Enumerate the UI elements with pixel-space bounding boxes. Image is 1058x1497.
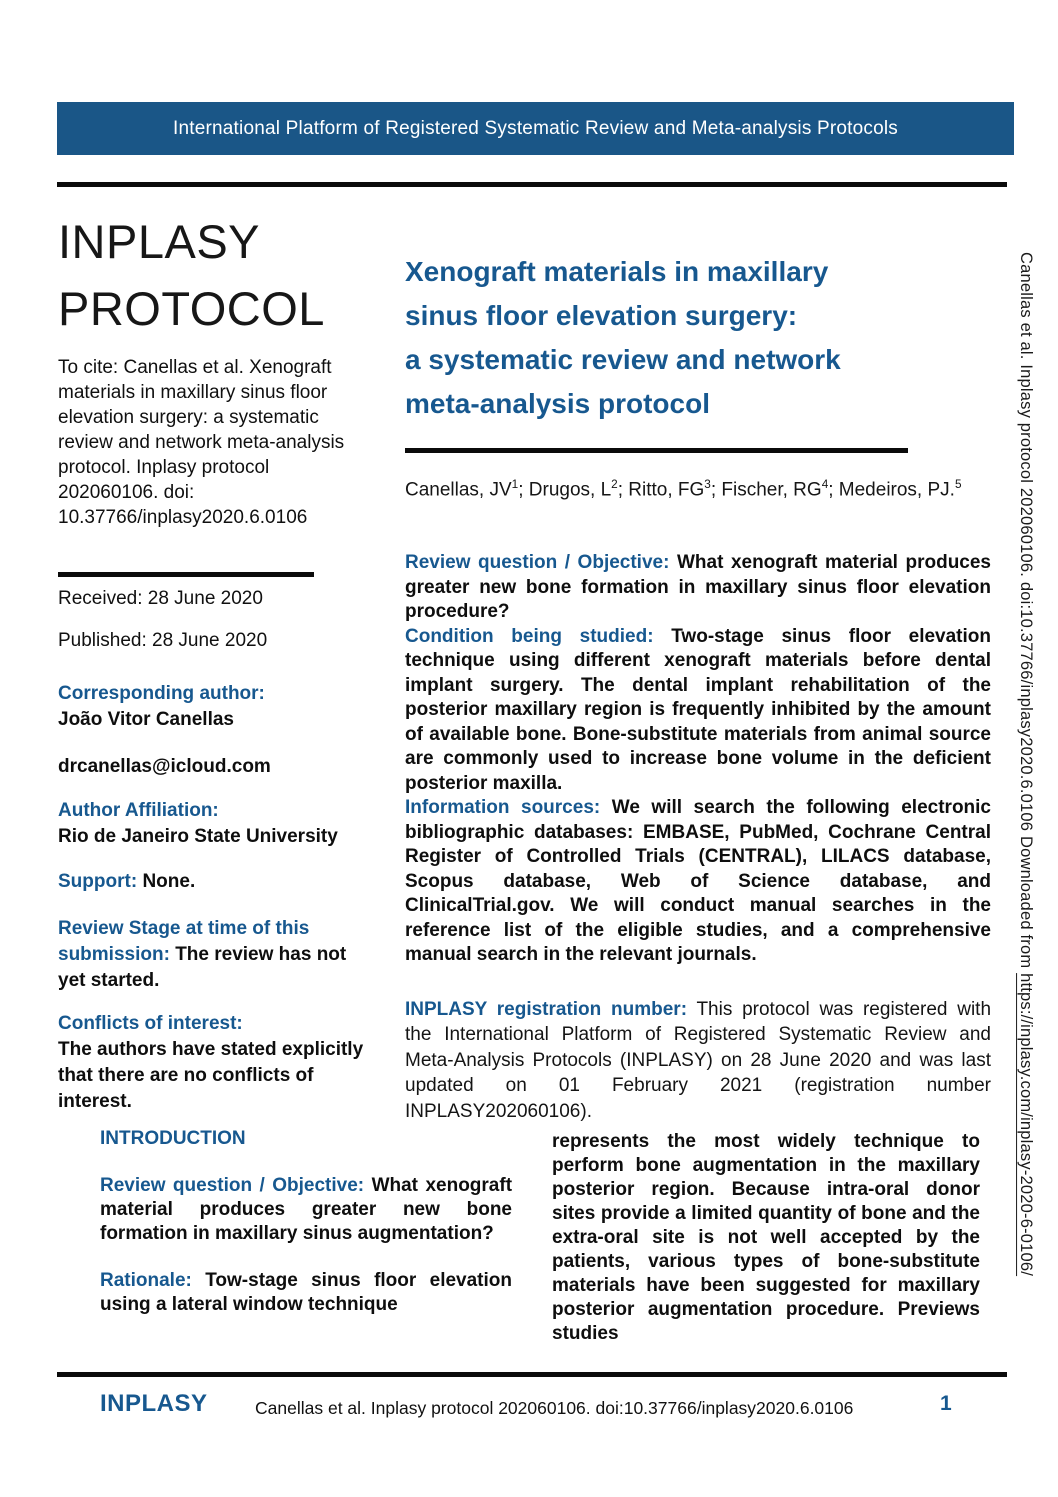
section-review-question-label: Review question / Objective:: [405, 552, 670, 574]
author-1-affil-mark: 1: [511, 478, 519, 491]
affiliation-label: Author Affiliation:: [58, 800, 219, 821]
author-2: ; Drugos, L: [518, 479, 612, 501]
registration-text: This protocol was registered with the International Platform of Registered Systematic Review and Meta-Analysis Protocols (INPLASY) on 28 June 2020 and was last updated on 01 February 2021 (registration number INPLASY202060106).: [405, 998, 992, 1122]
intro-review-question-text: What xenograft material produces greater new bone formation in maxillary sinus augmentation?: [100, 1175, 513, 1244]
intro-rationale-text: Tow-stage sinus floor elevation using a lateral window technique: [100, 1270, 512, 1315]
masthead-line2: PROTOCOL: [58, 282, 325, 335]
section-condition-studied: [405, 625, 991, 797]
abstract-block: [405, 551, 991, 968]
intro-review-question: [100, 1174, 512, 1246]
author-2-affil-mark: 2: [611, 478, 618, 491]
section-information-sources-text: We will search the following electronic bibliographic databases: EMBASE, PubMed, Cochrane Central Register of Controlled Trials (CENTRAL), LILACS database, Scopus database, Web of Science database, and ClinicalTrial.gov. We will conduct manual searches in the reference list of the eligible studies, and a comprehensive manual search in the relevant journals.: [405, 797, 992, 966]
introduction-heading: INTRODUCTION: [100, 1128, 246, 1149]
title-divider: [405, 448, 908, 453]
registration-label: INPLASY registration number:: [405, 998, 688, 1020]
article-title-line4: meta-analysis protocol: [405, 388, 710, 419]
citation-note: To cite: Canellas et al. Xenograft materials in maxillary sinus floor elevation surgery: a systematic review and network meta-analysis protocol. Inplasy protocol 202060106. doi: 10.37766/inplasy2020.6.0106: [58, 357, 345, 528]
article-title-line3: a systematic review and network: [405, 344, 841, 375]
author-3: ; Ritto, FG: [617, 479, 705, 501]
section-information-sources: [405, 796, 991, 968]
author-4-affil-mark: 4: [821, 478, 829, 491]
review-stage-value: The review has not yet started.: [58, 944, 347, 991]
affiliation-value: Rio de Janeiro State University: [58, 826, 338, 847]
corresponding-author-name: João Vitor Canellas: [58, 709, 234, 730]
author-5-affil-mark: 5: [954, 478, 962, 491]
intro-continuation-text: represents the most widely technique to perform bone augmentation in the maxillary posterior region. Because intra-oral donor sites provide a limited quantity of bone and the extra-oral site is not well accepted by the patients, various types of bone-substitute materials have been suggested for maxillary posterior augmentation procedure. Previews studies: [552, 1131, 980, 1344]
article-title: [405, 250, 991, 426]
author-email: drcanellas@icloud.com: [58, 756, 271, 777]
support-label: Support:: [58, 871, 138, 892]
author-3-affil-mark: 3: [704, 478, 711, 491]
corresponding-author-label: Corresponding author:: [58, 683, 265, 704]
introduction-left-column: [100, 1128, 512, 1317]
dates-divider: [58, 572, 314, 577]
author-4: ; Fischer, RG: [710, 479, 822, 501]
introduction-right-column: [552, 1130, 980, 1346]
published-date: Published: 28 June 2020: [58, 630, 268, 651]
section-review-question-text: What xenograft material produces greater new bone formation in maxillary sinus floor elevation procedure?: [405, 552, 991, 623]
sidebar-running-citation: [1016, 252, 1035, 1360]
support-value: None.: [142, 871, 196, 892]
intro-rationale-label: Rationale:: [100, 1270, 192, 1291]
platform-banner-text: International Platform of Registered Systematic Review and Meta-analysis Protocols: [173, 117, 898, 139]
section-condition-studied-text: Two-stage sinus floor elevation technique using different xenograft materials before dental implant surgery. The dental implant rehabilitation of the posterior maxillary region is frequently inhibited by the amount of available bone. Bone-substitute materials from animal source are commonly used to increase bone volume in the deficient posterior maxilla.: [405, 625, 992, 794]
footer-brand: INPLASY: [100, 1390, 208, 1417]
author-5: ; Medeiros, PJ.: [828, 479, 955, 501]
page-number: 1: [940, 1392, 952, 1415]
article-title-line1: Xenograft materials in maxillary: [405, 256, 829, 287]
masthead: [58, 208, 364, 342]
conflicts-value: The authors have stated explicitly that there are no conflicts of interest.: [58, 1039, 364, 1112]
section-information-sources-label: Information sources:: [405, 797, 601, 819]
author-affiliation: [58, 798, 364, 850]
support-field: [58, 869, 364, 895]
main-column: [405, 250, 991, 1124]
conflicts-label: Conflicts of interest:: [58, 1013, 243, 1034]
received-date: Received: 28 June 2020: [58, 588, 263, 609]
section-review-question: [405, 551, 991, 625]
section-condition-studied-label: Condition being studied:: [405, 625, 654, 647]
footer-divider: [57, 1372, 1007, 1377]
masthead-line1: INPLASY: [58, 215, 261, 268]
review-stage-label: Review Stage at time of this submission:: [58, 918, 310, 965]
author-1: Canellas, JV: [405, 479, 512, 501]
platform-banner: [57, 102, 1014, 155]
authors-line: [405, 478, 991, 501]
sidebar-citation-text: Canellas et al. Inplasy protocol 202060106. doi:10.37766/inplasy2020.6.0106 Downloaded from: [1017, 252, 1035, 974]
footer-citation: Canellas et al. Inplasy protocol 202060106. doi:10.37766/inplasy2020.6.0106: [255, 1398, 854, 1418]
sidebar-citation-link[interactable]: https://inplasy.com/inplasy-2020-6-0106/: [1017, 973, 1035, 1277]
left-sidebar: [58, 208, 364, 1115]
corresponding-author: [58, 681, 364, 733]
review-stage-field: [58, 916, 364, 994]
conflicts-field: [58, 1011, 364, 1115]
intro-rationale: [100, 1269, 512, 1317]
top-divider: [57, 182, 1007, 187]
registration-note: [405, 997, 991, 1125]
intro-review-question-label: Review question / Objective:: [100, 1175, 365, 1196]
article-title-line2: sinus floor elevation surgery:: [405, 300, 798, 331]
